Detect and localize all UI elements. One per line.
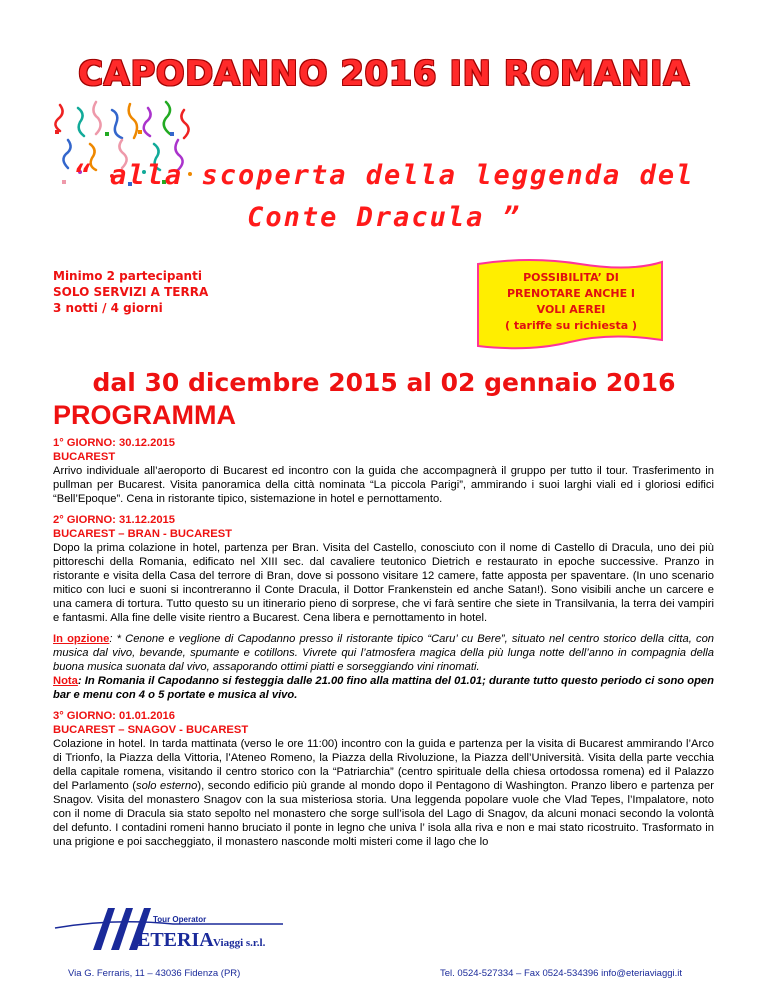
day-1-text: Arrivo individuale all’aeroporto di Bucarest ed incontro con la guida che accompagnerà il gruppo per tutto il tour. Trasferimento in pullman per Bucarest. Visita panoramica della città nominata “La piccola Parigi”, ammirando i suoi larghi viali ed i gloriosi edifici “Bell’Epoque”. Cena in ristorante tipico, sistemazione in hotel e pernottamento. <box>53 465 714 505</box>
logo-tour-operator: Tour Operator <box>153 915 207 924</box>
footer-contact: Tel. 0524-527334 – Fax 0524-534396 info@eteriaviaggi.it <box>440 968 683 979</box>
day-3 <box>53 709 714 849</box>
trip-dates: dal 30 dicembre 2015 al 02 gennaio 2016 <box>92 368 676 397</box>
logo-name: ETERIA <box>137 929 214 951</box>
day-2-title: 2° GIORNO: 31.12.2015 <box>53 514 176 526</box>
info-duration: 3 notti / 4 giorni <box>53 301 163 315</box>
note-label: Nota <box>53 675 78 687</box>
day-3-route: BUCAREST – SNAGOV - BUCAREST <box>53 724 249 736</box>
day-2 <box>53 513 714 625</box>
note-text <box>53 674 714 702</box>
option-text <box>53 632 714 674</box>
option-body: : * Cenone e veglione di Capodanno presso il ristorante tipico “Caru’ cu Bere”, situato nel centro storico della citta, con musica dal vivo, bevande, spumante e cotillons. Vivrete qui l’atmosfera magica della più lunga notte dell’anno in compagnia della buona musica suonata dal vivo, assaporando ottimi piatti e sorseggiando vini rinomati. <box>53 633 715 673</box>
banner-line-4: ( tariffe su richiesta ) <box>504 319 637 332</box>
option-block <box>53 632 714 702</box>
flights-banner-text <box>486 270 656 334</box>
page-title: CAPODANNO 2016 IN ROMANIA <box>78 54 690 94</box>
day-2-text: Dopo la prima colazione in hotel, partenza per Bran. Visita del Castello, conosciuto con il nome di Castello di Dracula, uno dei più pittoreschi della Romania, edificato nel XIII sec. dal cavaliere teutonico Dietrich e restaurato in epoche successive. Pranzo in ristorante e visita della Casa del terrore di Bran, dove si possono visitare 12 camere, fatte apposta per spaventare. (In uno scenario mitico con luci e suoni si incontreranno il Conte Dracula, il Dottor Frankenstein ed anche Satan!). Sono visibili anche un carcere e una camera di tortura. Tutto questo su un itinerario pieno di sorprese, che vi farà sentire che siete in Transilvania, la terra dei vampiri e fantasmi. Alla fine delle visite rientro a Bucarest. Cena libera e pernottamento in hotel. <box>53 542 714 624</box>
subtitle-line-2: Conte Dracula ” <box>247 202 521 233</box>
program-content <box>53 436 714 856</box>
option-label: In opzione <box>53 633 110 645</box>
programma-heading: PROGRAMMA <box>53 400 236 430</box>
eteria-logo <box>53 900 293 960</box>
day-3-text-a: Colazione in hotel. In tarda mattinata (verso le ore 11:00) incontro con la guida e partenza per la visita di Bucarest ammirando l’Arco di Trionfo, la Piazza della Vittoria, l’Ateneo Romeno, la Piazza della Rivoluzione, la Piazza dell’Università. Visita della parte vecchia della capitale romena, visitando il centro storico con la “Patriarchia” (centro spirituale della chiesa ortodossa romena) ed il Palazzo del Parlamento ( <box>53 738 714 792</box>
day-1-route: BUCAREST <box>53 451 116 463</box>
day-3-text <box>53 737 714 849</box>
day-3-text-em: solo esterno <box>135 780 198 792</box>
day-3-title: 3° GIORNO: 01.01.2016 <box>53 710 176 722</box>
subtitle-line-1: “ alla scoperta della leggenda del <box>73 160 695 191</box>
footer-address: Via G. Ferraris, 11 – 43036 Fidenza (PR) <box>68 968 241 979</box>
info-participants: Minimo 2 partecipanti <box>53 269 202 283</box>
trip-info <box>53 268 208 316</box>
banner-line-2: PRENOTARE ANCHE I <box>506 287 635 300</box>
day-1-title: 1° GIORNO: 30.12.2015 <box>53 437 176 449</box>
day-3-text-b: ), secondo edificio più grande al mondo dopo il Pentagono di Washington. Pranzo libero e partenza per Snagov. Visita del monastero Snagov con la sua misteriosa storia. Una leggenda popolare vuole che Vlad Tepes, l’Impalatore, noto con il nome di Dracula sia stato sepolto nel monastero che sorge sull’isola del Lago di Snagov, da alcuni monaci secondo la volontà del defunto. I contadini romeni hanno bruciato il ponte in legno che univa l’ isola alla riva e non e mai stato ricostruito. Trasformato in una prigione e poi saccheggiato, il monastero nasconde molti misteri come il lago che lo <box>53 780 714 848</box>
day-2-route: BUCAREST – BRAN - BUCAREST <box>53 528 233 540</box>
note-body: : In Romania il Capodanno si festeggia dalle 21.00 fino alla mattina del 01.01; durante tutto questo periodo ci sono open bar e menu con 4 o 5 portate e musica al vivo. <box>53 675 714 701</box>
banner-line-1: POSSIBILITA’ DI <box>523 271 619 284</box>
logo-suffix: Viaggi s.r.l. <box>213 937 266 949</box>
info-services: SOLO SERVIZI A TERRA <box>53 285 209 299</box>
banner-line-3: VOLI AEREI <box>536 303 606 316</box>
day-1 <box>53 436 714 506</box>
